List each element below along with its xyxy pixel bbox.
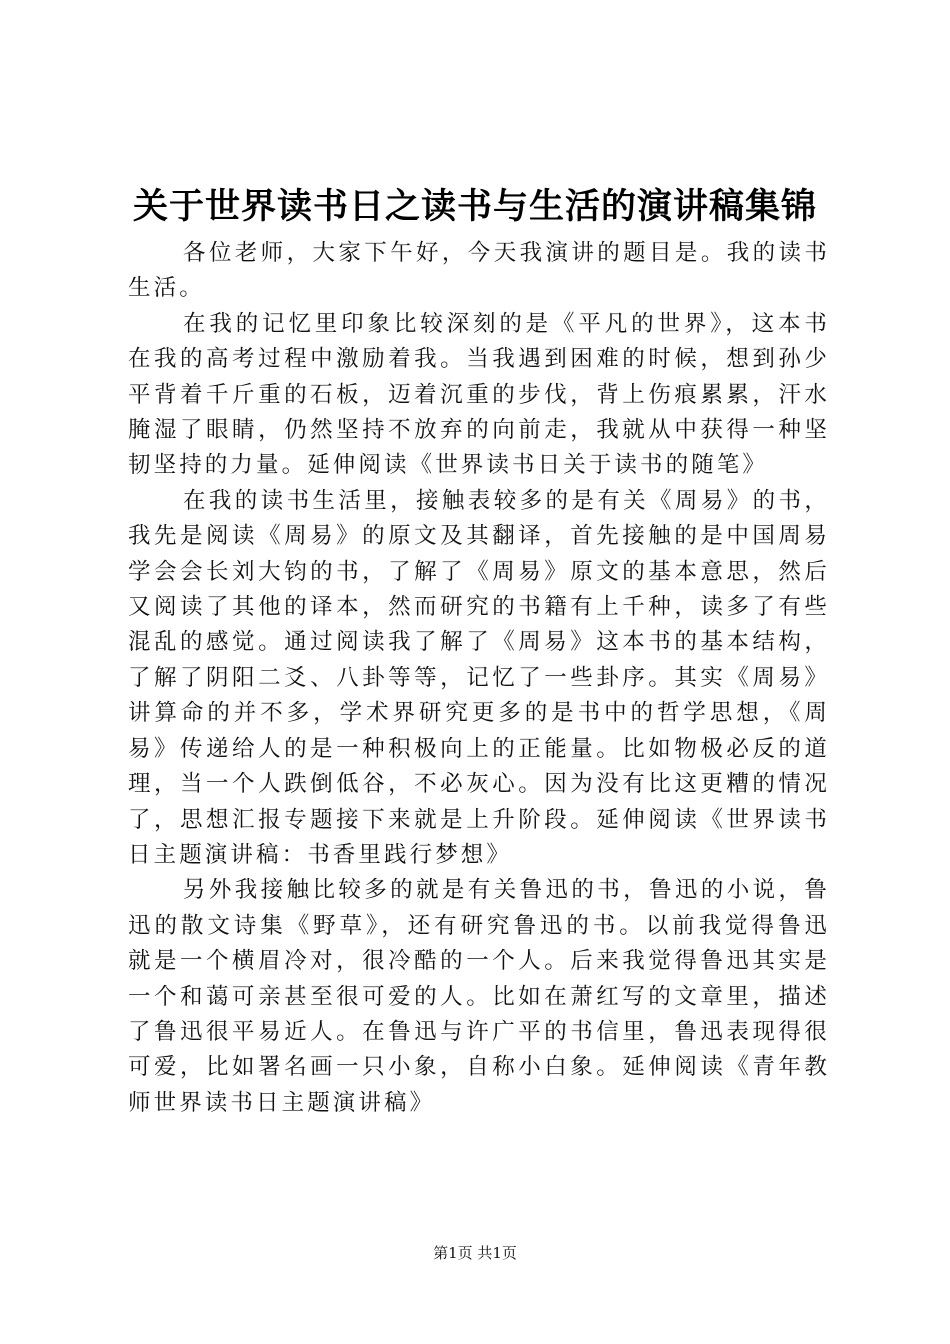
paragraph-greeting: 各位老师，大家下午好，今天我演讲的题目是。我的读书生活。 <box>128 240 830 302</box>
paragraph-zhouyi: 在我的读书生活里，接触表较多的是有关《周易》的书，我先是阅读《周易》的原文及其翻译，首先接触的是中国周易学会会长刘大钧的书，了解了《周易》原文的基本意思，然后又阅读了其他的译本，然而研究的书籍有上千种，读多了有些混乱的感觉。通过阅读我了解了《周易》这本书的基本结构，了解了阴阳二爻、八卦等等，记忆了一些卦序。其实《周易》讲算命的并不多，学术界研究更多的是书中的哲学思想，《周易》传递给人的是一种积极向上的正能量。比如物极必反的道理，当一个人跌倒低谷，不必灰心。因为没有比这更糟的情况了，思想汇报专题接下来就是上升阶段。延伸阅读《世界读书日主题演讲稿：书香里践行梦想》 <box>128 487 830 868</box>
paragraph-luxun: 另外我接触比较多的就是有关鲁迅的书，鲁迅的小说，鲁迅的散文诗集《野草》，还有研究鲁迅的书。以前我觉得鲁迅就是一个横眉冷对，很冷酷的一个人。后来我觉得鲁迅其实是一个和蔼可亲甚至很可爱的人。比如在萧红写的文章里，描述了鲁迅很平易近人。在鲁迅与许广平的书信里，鲁迅表现得很可爱，比如署名画一只小象，自称小白象。延伸阅读《青年教师世界读书日主题演讲稿》 <box>128 877 830 1116</box>
page-footer: 第1页 共1页 <box>433 1244 517 1262</box>
document-title: 关于世界读书日之读书与生活的演讲稿集锦 <box>132 186 817 227</box>
paragraph-ordinary-world: 在我的记忆里印象比较深刻的是《平凡的世界》，这本书在我的高考过程中激励着我。当我遇到困难的时候，想到孙少平背着千斤重的石板，迈着沉重的步伐，背上伤痕累累，汗水腌湿了眼睛，仍然坚持不放弃的向前走，我就从中获得一种坚韧坚持的力量。延伸阅读《世界读书日关于读书的随笔》 <box>128 310 830 479</box>
document-body <box>128 236 830 1121</box>
